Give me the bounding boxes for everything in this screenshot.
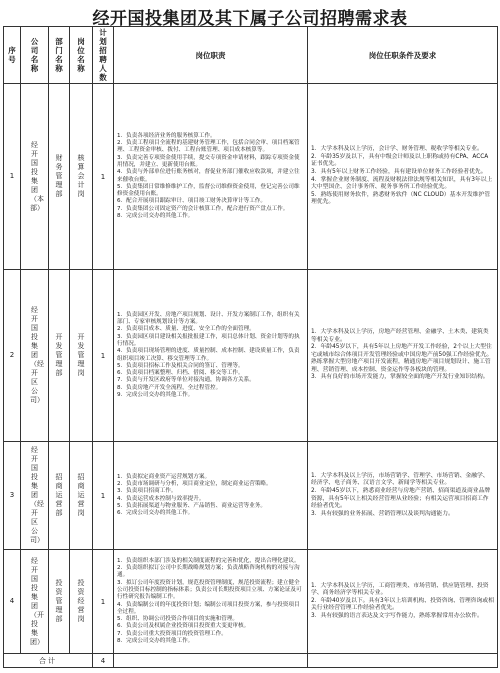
row-seq: 4 — [4, 550, 21, 654]
row-position: 开发管理岗 — [70, 270, 93, 442]
duty-line: 2．负责市场调研与分析，项目商业定位，制定商业运营策略。 — [117, 480, 272, 487]
table-row — [4, 270, 498, 442]
header-department: 部门名称 — [49, 27, 70, 84]
requirement-line: 2．年龄35岁及以下，具有中级会计师及以上职称或持有CPA、ACCA证书优先。 — [311, 153, 489, 168]
total-label: 合计 — [4, 654, 93, 668]
row-duties — [114, 442, 308, 550]
duty-line: 4．负责与外部单位进行账务核对，督促业务部门催收应收款项，并建立往来催收台账。 — [117, 169, 300, 183]
duty-line: 3．负责项目招商工作。 — [117, 488, 177, 495]
row-requirements — [308, 270, 498, 442]
header-requirements: 岗位任职条件及要求 — [308, 27, 498, 84]
duty-line: 1．负责各项经济业务的服务核算工作。 — [117, 132, 216, 139]
row-planned: 1 — [93, 550, 114, 654]
duty-line: 9．完成公司交办的其他工作。 — [117, 391, 194, 398]
row-department: 财务管理部 — [49, 84, 70, 270]
row-department: 招商运营部 — [49, 442, 70, 550]
row-position: 招商运营岗 — [70, 442, 93, 550]
row-seq: 3 — [4, 442, 21, 550]
row-department: 开发管理部 — [49, 270, 70, 442]
row-requirements — [308, 84, 498, 270]
duty-line: 2．负责项目成本、质量、进度、安全工作的全面管理。 — [117, 326, 255, 333]
duty-line: 8．完成公司交办的其他工作。 — [117, 637, 194, 644]
row-seq: 2 — [4, 270, 21, 442]
duty-line: 3．负责园区项目建设相关报批报建工作，项目总体计划、资金计划等的执行情况。 — [117, 333, 300, 347]
duty-line: 5．负责拓展渠道与物业服务、产品销售、商业运营等业务。 — [117, 502, 266, 509]
duty-line: 2．负责工程项目全流程的基建财务管理工作，包括合同会审、项目档案管理、工程资金审核、拨付、工程台账管理、项目成本核算等。 — [117, 140, 300, 154]
duty-line: 3．负责完善专项资金使用手续，提交专项资金申请材料，跟踪专项资金使用情况，并建立、更新使用台账。 — [117, 154, 300, 168]
row-duties — [114, 550, 308, 654]
requirement-line: 3．具有较强的语言表达及文字写作能力，熟练掌握常用办公软件。 — [311, 612, 483, 619]
row-planned: 1 — [93, 442, 114, 550]
total-empty-requirements — [308, 654, 498, 668]
duty-line: 6．负责公司及权属企业投资项目投资重大变更审核。 — [117, 623, 250, 630]
row-seq: 1 — [4, 84, 21, 270]
total-empty-duties — [114, 654, 308, 668]
header-position: 岗位名称 — [70, 27, 93, 84]
requirement-line: 2．年龄45岁以下，熟悉商业经营与房地产营销、招商渠道及商业品牌资源，具有5年以上相关经营管理从业经验；有相关运营项目招商工作经验者优先。 — [311, 487, 491, 510]
table-row — [4, 550, 498, 654]
row-requirements — [308, 442, 498, 550]
row-company: 经开国投集团（开投集团） — [21, 550, 49, 654]
duty-line: 4．负责项目现场管理的进度、质量控制、成本控制、建设质量工作，负责组织项目竣工决算、移交管理等工作。 — [117, 348, 300, 362]
duty-line: 6．完成公司交办的其他工作。 — [117, 510, 194, 517]
duty-line: 4．负责运营成本控制与效率提升。 — [117, 495, 205, 502]
duty-line: 5．组织、协调公司投资合作项目的实施和管理。 — [117, 616, 239, 623]
header-seq: 序号 — [4, 27, 21, 84]
row-company: 经开国投集团（经开区公司） — [21, 270, 49, 442]
duty-line: 3．拟订公司年度投资计划，规范投资管理制度，规范投资流程；建立健全公司投资目标控制的指标体系；负责公司长期投资项目立项、方案论证及可行性研究报告编制工作。 — [117, 579, 302, 601]
row-planned: 1 — [93, 84, 114, 270]
total-row — [4, 654, 498, 668]
duty-line: 7．负责与开发区政府等单位对接沟通，协调各方关系。 — [117, 377, 255, 384]
duty-line: 6．负责项目档案整理、归档、借阅、移交等工作。 — [117, 370, 244, 377]
header-planned: 计划招聘人数 — [93, 27, 114, 84]
duty-line: 7．负责公司重大投资项目的投资管理工作。 — [117, 630, 227, 637]
requirement-line: 1．大学本科及以上学历，工商管理类、市场营销、供应链管理、投资学、商务经济学等相关专业。 — [311, 582, 489, 597]
requirement-line: 1．大学本科及以上学历，房地产经营管理、金融学、土木类、建筑类等相关专业。 — [311, 328, 489, 343]
duty-line: 2．负责组织拟订公司中长期战略规划方案；负责战略咨询机构的对接与沟通。 — [117, 565, 300, 579]
row-position: 投资经营岗 — [70, 550, 93, 654]
table-row — [4, 84, 498, 270]
duty-line: 4．负责编制公司的年度投资计划；编制公司项目投资方案，参与投资项目全过程。 — [117, 601, 300, 615]
duty-line: 7．负责集团公司固定资产的会计核算工作，配合进行资产盘点工作。 — [117, 205, 289, 212]
header-company: 公司名称 — [21, 27, 49, 84]
duty-line: 8．负责房地产开发全流程，全过程管控。 — [117, 384, 222, 391]
row-duties — [114, 84, 308, 270]
requirement-line: 2．年龄45岁以下，具有5年以上房地产开发工作经验，2个以上大型住宅或城市综合体项目开发管理经验或中国房地产前50强工作经验优先。熟练掌握大型房地产项目开发流程，精通房地产项目规划设计、施工管理、营销管理、成本控制、资金运作等各板块的管理。 — [311, 344, 493, 373]
requirement-line: 3．具有良好的市场开发能力，掌握较全面的地产开发行业知识结构。 — [311, 374, 489, 381]
row-duties — [114, 270, 308, 442]
duty-line: 6．配合开展项目跟踪审计、项目竣工财务决算审计等工作。 — [117, 198, 266, 205]
requirement-line: 2．年龄40岁及以下。具有3年以上培训机构、投资咨询、管理咨询或相关行业经营管理工作经验者优先。 — [311, 597, 494, 612]
requirement-line: 3．具有较强的业务拓展、营销管理以及谈判沟通能力。 — [311, 510, 454, 517]
row-planned: 1 — [93, 270, 114, 442]
page-title: 经开国投集团及其下属子公司招聘需求表 — [92, 9, 408, 29]
duty-line: 5．负责项目招标工作及相关合同的签订、管理等。 — [117, 362, 244, 369]
duty-line: 1．负责组织本部门涉及的相关制度流程的完善和优化，提出合理化建议。 — [117, 557, 300, 564]
requirement-line: 3．具有5年以上财务工作经验，具有建设单位财务工作经验者优先。 — [311, 168, 487, 175]
duty-line: 1．负责拟定商业资产运营规划方案。 — [117, 473, 211, 480]
requirement-line: 1．大学本科及以上学历，会计学、财务管理、税收学等相关专业。 — [311, 146, 483, 153]
requirement-line: 4．掌握企业财务制度、流程及财税法律法规等相关知识，具有3年以上大中型国企、会计事务所、税务事务所工作经验优先。 — [311, 176, 493, 191]
requirement-line: 5．熟练使用财务软件，熟悉财务软件（NC CLOUD）基本开发维护管理优先。 — [311, 191, 491, 206]
duty-line: 5．负责集团日常维修维护工作，监督公司维修资金使用，登记完善公司维修资金使用台账。 — [117, 183, 300, 198]
header-duties: 岗位职责 — [114, 27, 308, 84]
row-position: 核算会计岗 — [70, 84, 93, 270]
requirement-line: 1．大学本科及以上学历，市场营销学、管理学、市场营销、金融学、经济学、电子商务、汉语言文学、新闻学等相关专业。 — [311, 472, 489, 487]
recruitment-table — [3, 26, 498, 668]
total-value: 4 — [93, 654, 114, 668]
table-row — [4, 442, 498, 550]
row-company: 经开国投集团（本部） — [21, 84, 49, 270]
row-department: 投资管理部 — [49, 550, 70, 654]
row-company: 经开国投集团（经开区公司） — [21, 442, 49, 550]
row-requirements — [308, 550, 498, 654]
header-row — [4, 27, 498, 84]
duty-line: 8．完成公司交办的其他工作。 — [117, 212, 194, 219]
duty-line: 1．负责园区开发、房地产项目规划、设计、开发方案制订工作，组织有关部门、专家审核规划设计等方案。 — [117, 311, 300, 326]
